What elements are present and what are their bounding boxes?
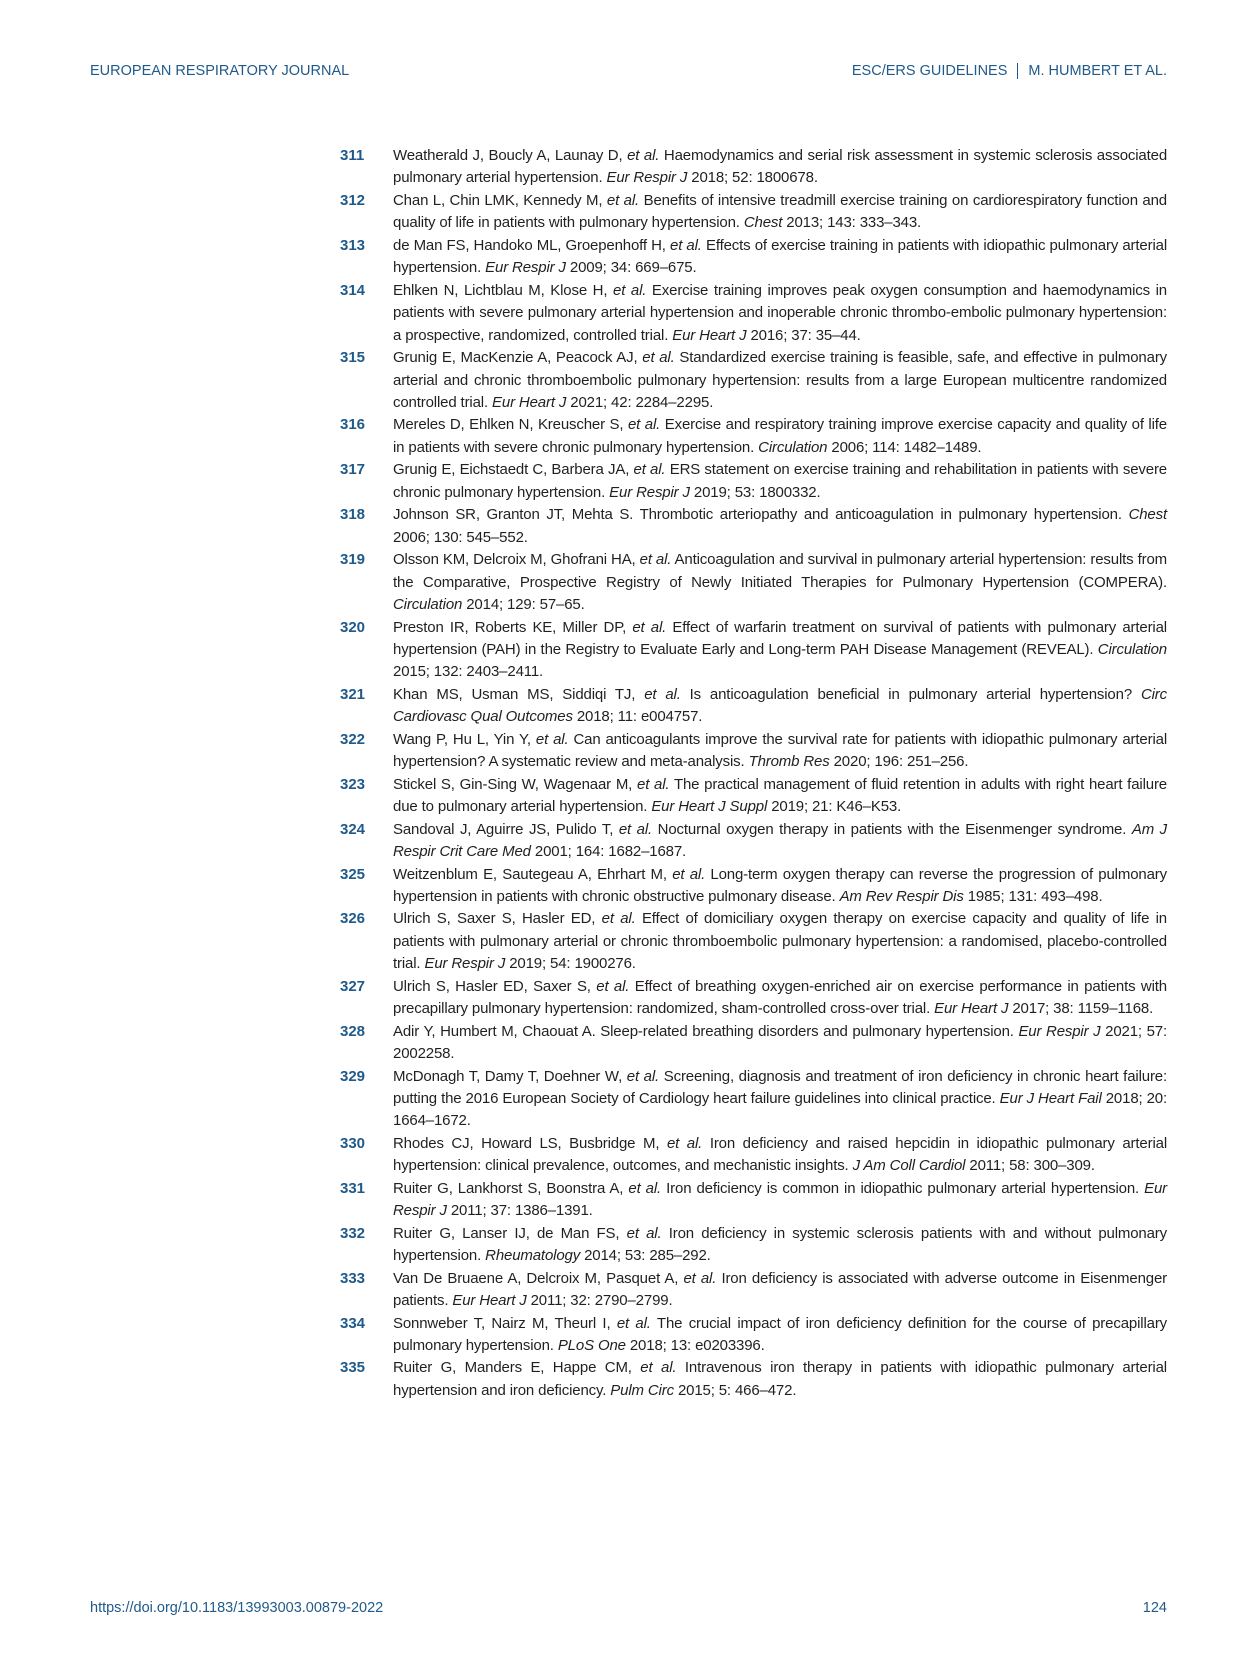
reference-authors: McDonagh T, Damy T, Doehner W, xyxy=(393,1067,627,1085)
reference-number: 311 xyxy=(340,147,365,164)
reference-et-al: et al. xyxy=(626,1224,662,1242)
reference-text xyxy=(393,684,1167,729)
reference-authors: Grunig E, Eichstaedt C, Barbera JA, xyxy=(393,461,634,479)
reference-journal: Eur Respir J xyxy=(393,1179,1168,1220)
reference-title: Intravenous iron therapy in patients with idiopathic pulmonary arterial hypertension and iron deficiency. xyxy=(393,1359,1167,1399)
reference-title: Standardized exercise training is feasible, safe, and effective in pulmonary arterial and chronic thromboembolic pulmonary hypertension: results from a large European multicentre randomized controlled trial. xyxy=(393,349,1168,411)
reference-journal: Eur Heart J xyxy=(492,393,567,411)
reference-et-al: et al. xyxy=(613,281,647,299)
reference-citation: 2019; 53: 1800332. xyxy=(689,483,821,501)
reference-text xyxy=(393,347,1167,414)
reference-authors: Ehlken N, Lichtblau M, Klose H, xyxy=(393,281,614,299)
reference-number: 329 xyxy=(340,1067,366,1085)
reference-authors: de Man FS, Handoko ML, Groepenhoff H, xyxy=(393,236,670,254)
reference-number: 318 xyxy=(340,506,366,524)
reference-title: Thrombotic arteriopathy and anticoagulation in pulmonary hypertension. xyxy=(633,506,1129,524)
reference-authors: Mereles D, Ehlken N, Kreuscher S, xyxy=(393,416,628,434)
reference-journal: PLoS One xyxy=(557,1337,626,1355)
reference-citation: 2011; 58: 300–309. xyxy=(965,1157,1095,1175)
reference-et-al: et al. xyxy=(642,349,675,367)
reference-item xyxy=(340,729,1167,774)
reference-citation: 2019; 21: K46–K53. xyxy=(767,798,902,816)
reference-item xyxy=(340,1313,1167,1358)
reference-authors: Ulrich S, Hasler ED, Saxer S, xyxy=(393,977,597,995)
reference-text xyxy=(393,1268,1167,1313)
reference-citation: 2021; 57: 2002258. xyxy=(393,1022,1167,1063)
reference-item xyxy=(340,190,1167,235)
reference-citation: 2011; 37: 1386–1391. xyxy=(446,1202,593,1220)
reference-item xyxy=(340,1133,1167,1178)
reference-item xyxy=(340,1021,1167,1066)
reference-number: 316 xyxy=(340,416,366,434)
reference-citation: 2017; 38: 1159–1168. xyxy=(1008,1000,1154,1018)
reference-authors: Van De Bruaene A, Delcroix M, Pasquet A, xyxy=(393,1269,684,1287)
reference-number: 325 xyxy=(340,865,366,883)
reference-text xyxy=(393,617,1167,684)
reference-title: Exercise and respiratory training improve exercise capacity and quality of life in patients with severe chronic pulmonary hypertension. xyxy=(393,416,1168,456)
reference-et-al: et al. xyxy=(639,551,672,569)
reference-number: 314 xyxy=(340,281,366,299)
reference-authors: Ruiter G, Lanser IJ, de Man FS, xyxy=(393,1224,627,1242)
reference-list xyxy=(340,145,1167,1402)
reference-et-al: et al. xyxy=(601,910,636,928)
reference-citation: 2011; 32: 2790–2799. xyxy=(526,1292,673,1310)
reference-journal: Eur Heart J xyxy=(452,1292,527,1310)
reference-number: 312 xyxy=(340,191,366,209)
reference-item xyxy=(340,347,1167,414)
reference-journal: J Am Coll Cardiol xyxy=(852,1157,966,1175)
reference-authors: Ulrich S, Saxer S, Hasler ED, xyxy=(393,910,602,928)
reference-title: The practical management of fluid retention in adults with right heart failure due to pulmonary arterial hypertension. xyxy=(393,775,1167,816)
reference-number: 330 xyxy=(340,1134,366,1152)
reference-title: The crucial impact of iron deficiency definition for the course of precapillary pulmonary hypertension. xyxy=(393,1314,1168,1355)
reference-title: Iron deficiency is common in idiopathic pulmonary arterial hypertension. xyxy=(661,1179,1145,1197)
reference-text xyxy=(393,549,1167,616)
reference-journal: Eur Heart J Suppl xyxy=(651,798,768,816)
reference-et-al: et al. xyxy=(632,618,667,636)
reference-item xyxy=(340,459,1167,504)
reference-authors: Chan L, Chin LMK, Kennedy M, xyxy=(393,191,607,209)
reference-authors: Sandoval J, Aguirre JS, Pulido T, xyxy=(393,820,619,838)
reference-number: 323 xyxy=(340,775,366,793)
reference-title: Screening, diagnosis and treatment of iron deficiency in chronic heart failure: putting the 2016 European Society of Cardiology heart failure guidelines into clinical practice. xyxy=(393,1067,1167,1108)
reference-journal: Pulm Circ xyxy=(610,1381,674,1399)
reference-item xyxy=(340,1268,1167,1313)
reference-citation: 2006; 114: 1482–1489. xyxy=(827,438,982,456)
reference-number: 331 xyxy=(340,1179,366,1197)
reference-journal: Eur Heart J xyxy=(934,1000,1009,1018)
reference-et-al: et al. xyxy=(626,1067,660,1085)
reference-journal: Eur Respir J xyxy=(485,259,566,277)
reference-citation: 2018; 52: 1800678. xyxy=(687,169,818,187)
reference-title: Benefits of intensive treadmill exercise training on cardiorespiratory function and quality of life in patients with pulmonary hypertension. xyxy=(393,191,1168,232)
reference-number: 313 xyxy=(340,236,366,254)
reference-title: Sleep-related breathing disorders and pulmonary hypertension. xyxy=(595,1022,1019,1040)
reference-number: 317 xyxy=(340,461,366,479)
reference-item xyxy=(340,617,1167,684)
reference-number: 328 xyxy=(340,1022,366,1040)
reference-title: ERS statement on exercise training and rehabilitation in patients with severe chronic pulmonary hypertension. xyxy=(393,461,1167,501)
reference-number: 322 xyxy=(340,730,366,748)
reference-item xyxy=(340,1066,1167,1133)
reference-text xyxy=(393,414,1167,459)
reference-citation: 2018; 11: e004757. xyxy=(572,708,703,726)
reference-citation: 2019; 54: 1900276. xyxy=(505,955,636,973)
reference-et-al: et al. xyxy=(628,1179,662,1197)
reference-item xyxy=(340,280,1167,347)
reference-title: Long-term oxygen therapy can reverse the progression of pulmonary hypertension in patients with chronic obstructive pulmonary disease. xyxy=(393,865,1167,905)
reference-et-al: et al. xyxy=(596,977,630,995)
reference-text xyxy=(393,908,1167,975)
reference-item xyxy=(340,976,1167,1021)
reference-et-al: et al. xyxy=(633,461,666,479)
reference-number: 333 xyxy=(340,1269,366,1287)
reference-number: 319 xyxy=(340,551,366,569)
reference-journal: Eur Heart J xyxy=(672,326,747,344)
reference-et-al: et al. xyxy=(618,820,653,838)
reference-et-al: et al. xyxy=(627,416,661,434)
reference-title: Can anticoagulants improve the survival rate for patients with idiopathic pulmonary arterial hypertension? A systematic review and meta-analysis. xyxy=(393,730,1168,771)
reference-item xyxy=(340,235,1167,280)
reference-number: 315 xyxy=(340,349,366,367)
reference-journal: Eur Respir J xyxy=(1018,1022,1101,1040)
reference-authors: Adir Y, Humbert M, Chaouat A. xyxy=(393,1022,596,1040)
reference-number: 335 xyxy=(340,1359,366,1377)
reference-authors: Ruiter G, Manders E, Happe CM, xyxy=(393,1359,641,1377)
reference-et-al: et al. xyxy=(606,191,640,209)
reference-citation: 2001; 164: 1682–1687. xyxy=(530,843,687,861)
reference-title: Effect of domiciliary oxygen therapy on exercise capacity and quality of life in patients with pulmonary arterial or chronic thromboembolic pulmonary hypertension: a randomised, placebo-controlled trial. xyxy=(393,910,1167,973)
reference-authors: Johnson SR, Granton JT, Mehta S. xyxy=(393,506,634,524)
reference-title: Is anticoagulation beneficial in pulmonary arterial hypertension? xyxy=(680,685,1141,703)
reference-et-al: et al. xyxy=(627,147,660,164)
reference-title: Nocturnal oxygen therapy in patients with the Eisenmenger syndrome. xyxy=(652,820,1132,838)
reference-journal: Circulation xyxy=(393,596,463,614)
reference-item xyxy=(340,908,1167,975)
reference-et-al: et al. xyxy=(637,775,670,793)
reference-text xyxy=(393,729,1167,774)
reference-journal: Chest xyxy=(1128,506,1167,524)
reference-text xyxy=(393,504,1167,549)
reference-item xyxy=(340,504,1167,549)
reference-item xyxy=(340,1223,1167,1268)
reference-citation: 2015; 5: 466–472. xyxy=(673,1381,797,1399)
reference-text xyxy=(393,1223,1167,1268)
reference-citation: 2021; 42: 2284–2295. xyxy=(566,393,714,411)
reference-text xyxy=(393,1313,1167,1358)
reference-journal: Am J Respir Crit Care Med xyxy=(393,820,1167,861)
reference-journal: Eur Respir J xyxy=(424,955,506,973)
header-divider xyxy=(1017,63,1018,79)
reference-title: Exercise training improves peak oxygen consumption and haemodynamics in patients with severe pulmonary arterial hypertension and inoperable chronic thrombo-embolic pulmonary hypertension: a prospective, randomized, controlled trial. xyxy=(393,281,1167,344)
reference-citation: 2016; 37: 35–44. xyxy=(746,326,861,344)
reference-text xyxy=(393,819,1167,864)
reference-title: Effect of breathing oxygen-enriched air on exercise performance in patients with precapillary pulmonary hypertension: randomized, sham-controlled cross-over trial. xyxy=(393,977,1167,1018)
reference-et-al: et al. xyxy=(616,1314,651,1332)
reference-et-al: et al. xyxy=(535,730,569,748)
reference-authors: Ruiter G, Lankhorst S, Boonstra A, xyxy=(393,1179,629,1197)
reference-text xyxy=(393,190,1167,235)
reference-number: 326 xyxy=(340,910,366,928)
reference-journal: Circulation xyxy=(1097,640,1167,658)
reference-journal: Circulation xyxy=(758,438,828,456)
reference-item xyxy=(340,1178,1167,1223)
reference-item xyxy=(340,145,1167,190)
reference-et-al: et al. xyxy=(644,685,681,703)
reference-text xyxy=(393,976,1167,1021)
reference-item xyxy=(340,549,1167,616)
reference-et-al: et al. xyxy=(666,1134,703,1152)
reference-journal: Thromb Res xyxy=(748,753,830,771)
reference-number: 320 xyxy=(340,618,366,636)
reference-number: 324 xyxy=(340,820,366,838)
reference-item xyxy=(340,414,1167,459)
reference-citation: 2020; 196: 251–256. xyxy=(829,753,969,771)
reference-title: Iron deficiency in systemic sclerosis patients with and without pulmonary hypertension. xyxy=(393,1224,1168,1265)
reference-journal: Eur J Heart Fail xyxy=(999,1090,1102,1108)
reference-citation: 2013; 143: 333–343. xyxy=(782,214,922,232)
reference-journal: Chest xyxy=(743,214,783,232)
reference-title: Effect of warfarin treatment on survival of patients with pulmonary arterial hypertension (PAH) in the Registry to Evaluate Early and Long-term PAH Disease Management (REVEAL). xyxy=(393,618,1167,658)
reference-et-al: et al. xyxy=(672,865,706,883)
reference-title: Iron deficiency is associated with adverse outcome in Eisenmenger patients. xyxy=(393,1269,1167,1310)
reference-authors: Preston IR, Roberts KE, Miller DP, xyxy=(393,618,633,636)
reference-number: 334 xyxy=(340,1314,366,1332)
reference-et-al: et al. xyxy=(670,236,702,254)
reference-text xyxy=(393,1133,1167,1178)
running-header-right xyxy=(852,63,1167,79)
reference-citation: 2009; 34: 669–675. xyxy=(565,259,697,277)
running-header-section: ESC/ERS GUIDELINES xyxy=(851,63,1008,79)
reference-number: 321 xyxy=(340,685,366,703)
reference-citation: 2015; 132: 2403–2411. xyxy=(393,663,544,681)
doi-link[interactable]: https://doi.org/10.1183/13993003.00879-2022 xyxy=(90,1600,384,1616)
reference-journal: Eur Respir J xyxy=(606,169,688,187)
reference-authors: Grunig E, MacKenzie A, Peacock AJ, xyxy=(393,349,643,367)
reference-journal: Rheumatology xyxy=(485,1247,581,1265)
reference-item xyxy=(340,864,1167,909)
reference-et-al: et al. xyxy=(683,1269,717,1287)
reference-citation: 2018; 13: e0203396. xyxy=(625,1337,765,1355)
reference-text xyxy=(393,1357,1167,1402)
reference-citation: 2014; 129: 57–65. xyxy=(462,596,585,614)
page-number: 124 xyxy=(1142,1600,1167,1616)
reference-item xyxy=(340,1357,1167,1402)
reference-title: Effects of exercise training in patients with idiopathic pulmonary arterial hypertension. xyxy=(393,236,1168,277)
reference-text xyxy=(393,280,1167,347)
reference-text xyxy=(393,864,1167,909)
reference-item xyxy=(340,774,1167,819)
reference-authors: Stickel S, Gin-Sing W, Wagenaar M, xyxy=(393,775,637,793)
reference-citation: 2006; 130: 545–552. xyxy=(393,528,528,546)
running-header-authors: M. HUMBERT ET AL. xyxy=(1028,63,1167,79)
reference-citation: 2014; 53: 285–292. xyxy=(580,1247,711,1265)
reference-et-al: et al. xyxy=(640,1359,677,1377)
reference-journal: Eur Respir J xyxy=(609,483,690,501)
reference-authors: Wang P, Hu L, Yin Y, xyxy=(393,730,536,748)
reference-title: Iron deficiency and raised hepcidin in idiopathic pulmonary arterial hypertension: clinical prevalence, outcomes, and mechanistic insights. xyxy=(393,1134,1167,1175)
reference-text xyxy=(393,235,1167,280)
reference-authors: Weitzenblum E, Sautegeau A, Ehrhart M, xyxy=(393,865,673,883)
reference-authors: Rhodes CJ, Howard LS, Busbridge M, xyxy=(393,1134,667,1152)
reference-title: Anticoagulation and survival in pulmonary arterial hypertension: results from the Comparative, Prospective Registry of Newly Initiated Therapies for Pulmonary Hypertension (COMPERA). xyxy=(393,551,1167,591)
reference-journal: Circ Cardiovasc Qual Outcomes xyxy=(393,685,1167,726)
reference-text xyxy=(393,1178,1167,1223)
reference-item xyxy=(340,819,1167,864)
reference-title: Haemodynamics and serial risk assessment in systemic sclerosis associated pulmonary arterial hypertension. xyxy=(393,147,1168,187)
reference-journal: Am Rev Respir Dis xyxy=(839,887,964,905)
reference-text xyxy=(393,145,1167,190)
reference-text xyxy=(393,1066,1167,1133)
reference-citation: 1985; 131: 493–498. xyxy=(963,887,1103,905)
reference-authors: Weatherald J, Boucly A, Launay D, xyxy=(393,147,628,164)
reference-citation: 2018; 20: 1664–1672. xyxy=(393,1090,1168,1130)
running-header-journal: EUROPEAN RESPIRATORY JOURNAL xyxy=(90,63,350,79)
reference-text xyxy=(393,1021,1167,1066)
reference-authors: Olsson KM, Delcroix M, Ghofrani HA, xyxy=(393,551,640,569)
reference-text xyxy=(393,774,1167,819)
reference-authors: Khan MS, Usman MS, Siddiqi TJ, xyxy=(393,685,645,703)
reference-number: 327 xyxy=(340,977,366,995)
reference-text xyxy=(393,459,1167,504)
reference-number: 332 xyxy=(340,1224,366,1242)
reference-authors: Sonnweber T, Nairz M, Theurl I, xyxy=(393,1314,617,1332)
reference-item xyxy=(340,684,1167,729)
